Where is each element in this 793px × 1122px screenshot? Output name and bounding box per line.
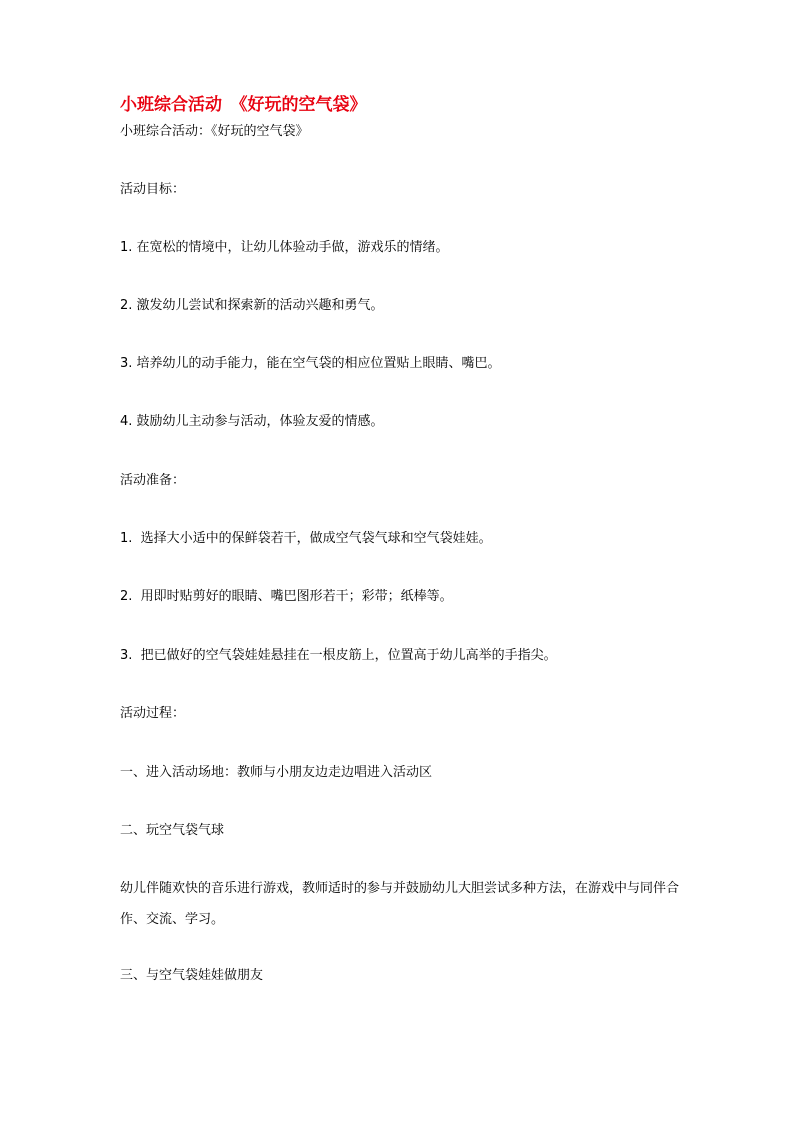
process-heading: 活动过程： — [120, 706, 186, 721]
prep-item-3: 3. 把已做好的空气袋娃娃悬挂在一根皮筋上，位置高于幼儿高举的手指尖。 — [120, 648, 557, 663]
prep-heading: 活动准备： — [120, 473, 186, 488]
document-title: 小班综合活动 《好玩的空气袋》 — [120, 95, 367, 115]
document-subtitle: 小班综合活动：《好玩的空气袋》 — [120, 124, 309, 139]
prep-item-1: 1. 选择大小适中的保鲜袋若干，做成空气袋气球和空气袋娃娃。 — [120, 531, 492, 546]
process-step-1: 一、进入活动场地：教师与小朋友边走边唱进入活动区 — [120, 765, 433, 780]
prep-item-2: 2. 用即时贴剪好的眼睛、嘴巴图形若干；彩带；纸棒等。 — [120, 589, 453, 604]
goal-item-1: 1. 在宽松的情境中，让幼儿体验动手做，游戏乐的情绪。 — [120, 240, 449, 255]
process-step-3: 三、与空气袋娃娃做朋友 — [120, 968, 264, 983]
process-step-2-body: 幼儿伴随欢快的音乐进行游戏，教师适时的参与并鼓励幼儿大胆尝试多种方法，在游戏中与同伴合作、交流、学习。 — [120, 881, 680, 927]
goals-heading: 活动目标： — [120, 182, 186, 197]
goal-item-4: 4. 鼓励幼儿主动参与活动，体验友爱的情感。 — [120, 414, 384, 429]
process-step-2: 二、玩空气袋气球 — [120, 823, 225, 838]
goal-item-3: 3. 培养幼儿的动手能力，能在空气袋的相应位置贴上眼睛、嘴巴。 — [120, 356, 501, 371]
goal-item-2: 2. 激发幼儿尝试和探索新的活动兴趣和勇气。 — [120, 298, 384, 313]
